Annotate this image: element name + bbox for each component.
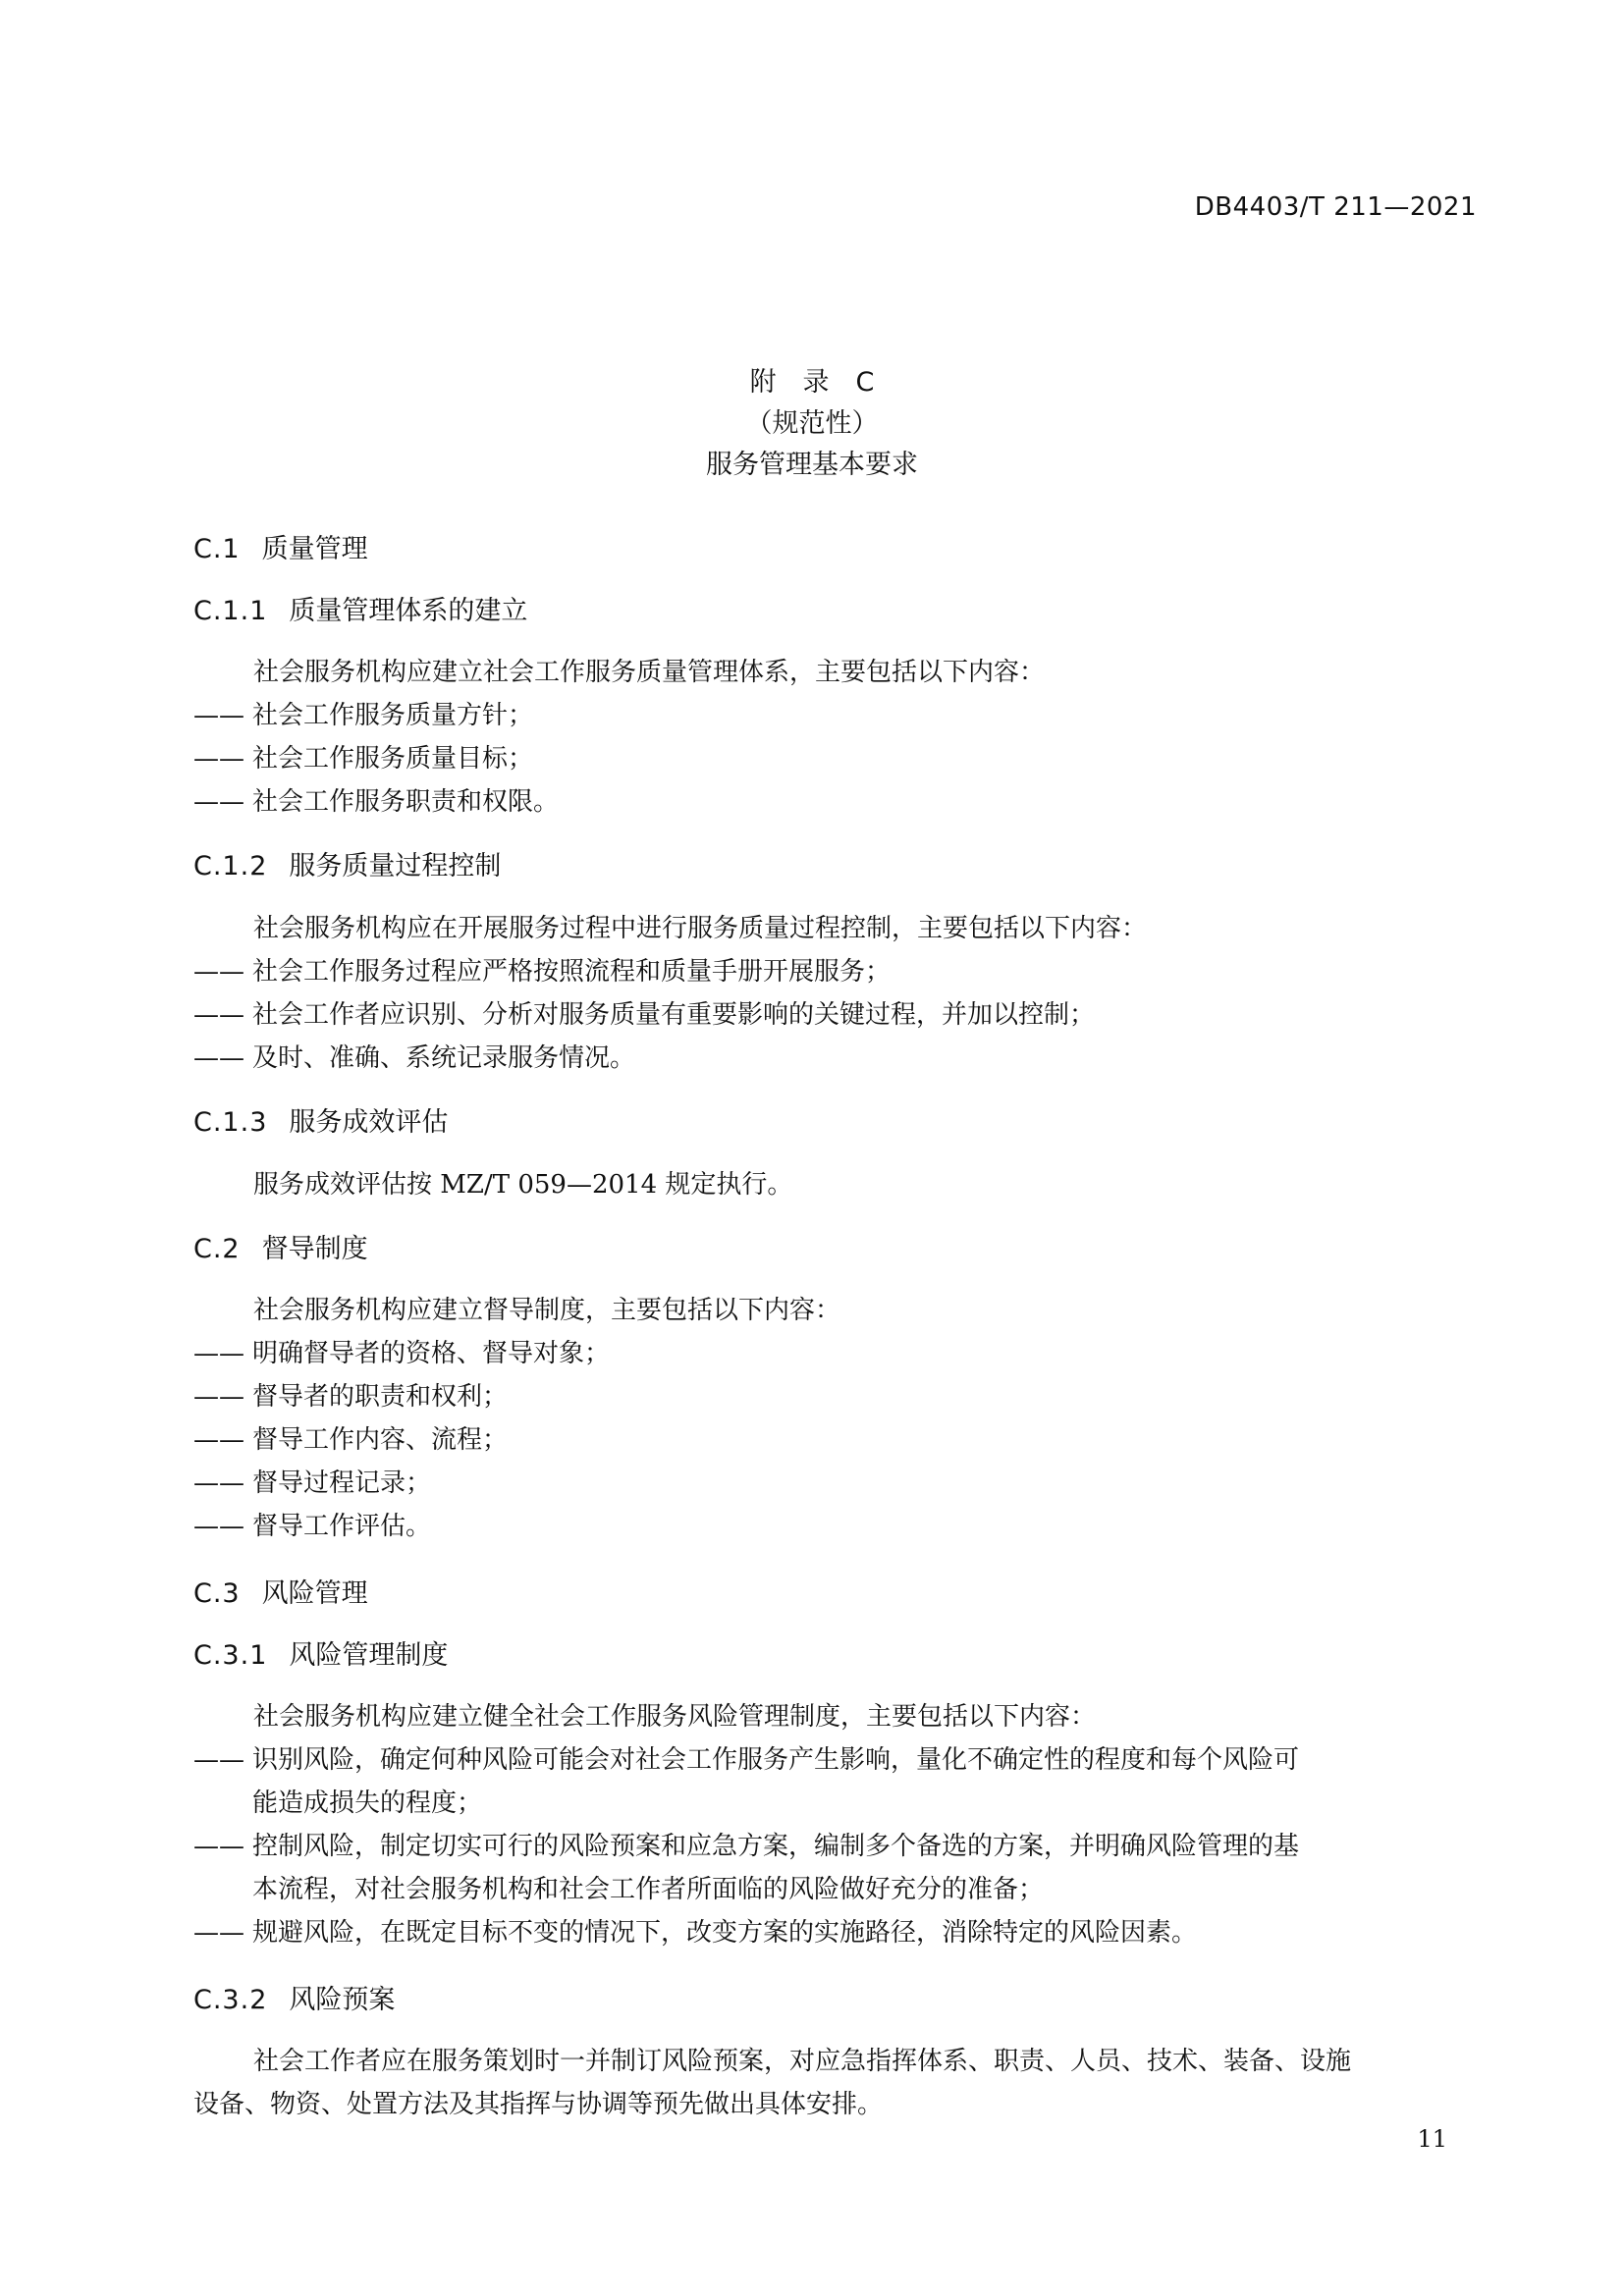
list-item-text: 控制风险，制定切实可行的风险预案和应急方案，编制多个备选的方案，并明确风险管理的基 [252, 1832, 1300, 1861]
paragraph-c3-2-line1: 社会工作者应在服务策划时一并制订风险预案，对应急指挥体系、职责、人员、技术、装备、设施 [253, 2047, 1352, 2076]
section-number: C.3.1 [193, 1640, 268, 1671]
paragraph-c1-3: 服务成效评估按 MZ/T 059—2014 规定执行。 [253, 1170, 793, 1200]
section-title: 督导制度 [261, 1234, 368, 1264]
section-heading-c1-2 [193, 844, 501, 882]
section-number: C.1.2 [193, 851, 268, 881]
list-item [193, 694, 1479, 737]
list-item [193, 1911, 1479, 1954]
dash-marker: —— [193, 1000, 244, 1030]
dash-marker: —— [193, 701, 244, 730]
dash-marker: —— [193, 1468, 244, 1498]
section-number: C.3.2 [193, 1985, 268, 2015]
section-number: C.1 [193, 534, 241, 564]
paragraph-c2-intro: 社会服务机构应建立督导制度，主要包括以下内容： [253, 1296, 841, 1325]
list-item-text: 规避风险，在既定目标不变的情况下，改变方案的实施路径，消除特定的风险因素。 [252, 1918, 1198, 1948]
dash-marker: —— [193, 1745, 244, 1775]
list-item-text: 识别风险，确定何种风险可能会对社会工作服务产生影响，量化不确定性的程度和每个风险可 [252, 1745, 1300, 1775]
paragraph-c3-2-line2: 设备、物资、处置方法及其指挥与协调等预先做出具体安排。 [193, 2090, 884, 2119]
annex-type: （规范性） [745, 408, 879, 439]
list-item [193, 737, 1479, 780]
list-item-text: 督导过程记录； [252, 1468, 432, 1498]
list-item [193, 1738, 1479, 1825]
list-item-text: 及时、准确、系统记录服务情况。 [252, 1043, 636, 1073]
list-item-text: 督导工作评估。 [252, 1512, 432, 1541]
section-title: 风险预案 [289, 1985, 396, 2015]
section-number: C.2 [193, 1234, 241, 1264]
list-item-continuation: 能造成损失的程度； [252, 1789, 483, 1818]
section-heading-c2 [193, 1227, 368, 1265]
section-number: C.1.3 [193, 1107, 268, 1138]
list-item-text: 社会工作者应识别、分析对服务质量有重要影响的关键过程，并加以控制； [252, 1000, 1096, 1030]
dash-marker: —— [193, 1512, 244, 1541]
section-title: 风险管理 [261, 1578, 368, 1609]
paragraph-c1-1-intro: 社会服务机构应建立社会工作服务质量管理体系，主要包括以下内容： [253, 658, 1046, 687]
list-item [193, 1037, 1479, 1080]
list-item-text: 社会工作服务质量方针； [252, 701, 534, 730]
dash-marker: —— [193, 957, 244, 987]
list-item-text: 明确督导者的资格、督导对象； [252, 1339, 611, 1368]
dash-marker: —— [193, 787, 244, 817]
section-heading-c1-1 [193, 589, 527, 627]
list-item-text: 社会工作服务过程应严格按照流程和质量手册开展服务； [252, 957, 892, 987]
paragraph-c3-1-intro: 社会服务机构应建立健全社会工作服务风险管理制度，主要包括以下内容： [253, 1702, 1097, 1732]
section-title: 风险管理制度 [289, 1640, 449, 1671]
annex-subtitle: 服务管理基本要求 [706, 450, 918, 480]
list-item-text: 督导工作内容、流程； [252, 1425, 509, 1455]
list-item [193, 950, 1479, 993]
section-heading-c3-2 [193, 1978, 395, 2016]
list-item [193, 1332, 1479, 1375]
dash-marker: —— [193, 1339, 244, 1368]
list-item [193, 1418, 1479, 1462]
section-title: 服务成效评估 [289, 1107, 449, 1138]
section-number: C.1.1 [193, 596, 268, 626]
dash-marker: —— [193, 744, 244, 774]
list-item [193, 780, 1479, 824]
list-item-text: 督导者的职责和权利； [252, 1382, 509, 1412]
standard-code: DB4403/T 211—2021 [1194, 192, 1477, 222]
dash-marker: —— [193, 1832, 244, 1861]
list-item [193, 993, 1479, 1037]
list-item [193, 1375, 1479, 1418]
dash-marker: —— [193, 1382, 244, 1412]
section-number: C.3 [193, 1578, 241, 1609]
page-number: 11 [1417, 2125, 1447, 2153]
section-heading-c3-1 [193, 1633, 448, 1672]
section-heading-c1-3 [193, 1100, 448, 1139]
list-item [193, 1505, 1479, 1548]
dash-marker: —— [193, 1425, 244, 1455]
list-item-text: 社会工作服务职责和权限。 [252, 787, 560, 817]
section-title: 服务质量过程控制 [289, 851, 502, 881]
dash-marker: —— [193, 1043, 244, 1073]
section-title: 质量管理体系的建立 [289, 596, 528, 626]
section-heading-c3 [193, 1572, 368, 1610]
paragraph-c1-2-intro: 社会服务机构应在开展服务过程中进行服务质量过程控制，主要包括以下内容： [253, 914, 1148, 943]
dash-marker: —— [193, 1918, 244, 1948]
list-item-text: 社会工作服务质量目标； [252, 744, 534, 774]
list-item [193, 1462, 1479, 1505]
annex-title: 附 录 C [749, 367, 875, 398]
list-item [193, 1825, 1479, 1911]
section-title: 质量管理 [261, 534, 368, 564]
list-item-continuation: 本流程，对社会服务机构和社会工作者所面临的风险做好充分的准备； [252, 1875, 1045, 1904]
section-heading-c1 [193, 527, 368, 565]
